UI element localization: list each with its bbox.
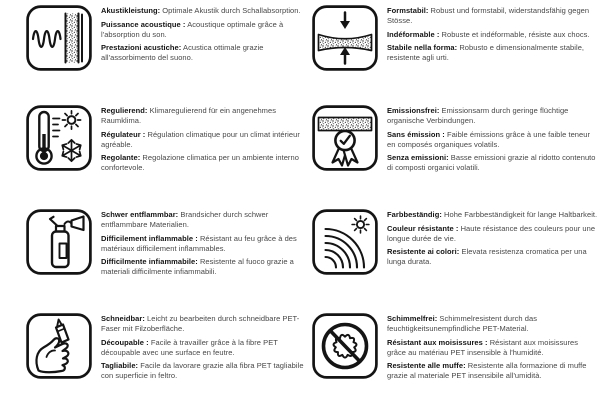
feature-label-fr: Couleur résistante : (387, 223, 459, 233)
feature-label-de: Emissionsfrei: (387, 106, 440, 115)
sound-absorption-icon (26, 5, 92, 71)
feature-label-it: Resistente alle muffe: (387, 361, 466, 370)
feature-text-fr: Haute résistance des couleurs pour une longue durée de vie. (387, 223, 596, 243)
feature-label-it: Senza emissioni: (387, 153, 449, 162)
feature-card-emission (312, 104, 600, 208)
feature-label-de: Akustikleistung: (101, 6, 161, 15)
feature-label-fr: Résistant aux moisissures : (387, 337, 488, 347)
climate-regulation-icon (26, 105, 92, 171)
feature-texts (92, 208, 308, 281)
feature-label-fr: Régulateur : (101, 129, 146, 139)
shape-stability-icon (312, 5, 378, 71)
feature-label-it: Stabile nella forma: (387, 43, 458, 52)
feature-label-fr: Difficilement inflammable : (101, 233, 198, 243)
feature-label-de: Regulierend: (101, 106, 148, 115)
mold-resistance-icon (312, 313, 378, 379)
color-fastness-icon (312, 209, 378, 275)
feature-texts (378, 4, 600, 67)
feature-label-fr: Découpable : (101, 337, 149, 347)
feature-card-climate (26, 104, 308, 208)
feature-texts (378, 312, 600, 385)
feature-texts (92, 4, 308, 67)
feature-text-it: Elevata resistenza cromatica per una lunga durata. (387, 247, 587, 266)
feature-text-fr: Faible émissions grâce à une faible teneur en composés organiques volatils. (387, 129, 591, 149)
feature-card-fire (26, 208, 308, 312)
feature-texts (378, 208, 600, 271)
feature-text-fr: Facile à travailler grâce à la fibre PET découpable avec une surface en feutre. (101, 337, 278, 357)
feature-label-de: Formstabil: (387, 6, 429, 15)
feature-label-it: Regolante: (101, 153, 141, 162)
feature-text-de: Klimaregulierend für ein angenehmes Raumklima. (101, 106, 277, 125)
feature-texts (92, 104, 308, 177)
feature-label-de: Schwer entflammbar: (101, 210, 179, 219)
feature-text-de: Leicht zu bearbeiten durch schneidbare PET-Faser mit Filzoberfläche. (101, 314, 300, 333)
feature-card-mold (312, 312, 600, 400)
feature-texts (378, 104, 600, 177)
feature-text-fr: Acoustique optimale grâce à l'absorption du son. (101, 19, 284, 39)
feature-label-de: Schneidbar: (101, 314, 145, 323)
feature-text-de: Robust und formstabil, widerstandsfähig gegen Stösse. (387, 6, 590, 25)
feature-label-fr: Sans émission : (387, 129, 445, 139)
feature-label-it: Difficilmente infiammabile: (101, 257, 198, 266)
feature-label-fr: Indéformable : (387, 29, 440, 39)
feature-text-it: Regolazione climatica per un ambiente interno confortevole. (101, 153, 299, 172)
feature-text-de: Optimale Akustik durch Schallabsorption. (162, 6, 301, 15)
feature-text-it: Facile da lavorare grazie alla fibra PET tagliabile con superficie in feltro. (101, 361, 304, 380)
feature-text-it: Resistente al fuoco grazie a materiali difficilmente infiammabili. (101, 257, 294, 276)
feature-card-acoustic (26, 4, 308, 104)
feature-text-de: Schimmelresistent durch das feuchtigkeitsunempfindliche PET-Material. (387, 314, 538, 333)
feature-text-it: Acustica ottimale grazie all'assorbimento del suono. (101, 43, 264, 62)
low-emission-icon (312, 105, 378, 171)
feature-text-it: Robusto e dimensionalmente stabile, resistente agli urti. (387, 43, 585, 62)
feature-texts (92, 312, 308, 385)
feature-card-color (312, 208, 600, 312)
feature-text-de: Hohe Farbbeständigkeit für lange Haltbarkeit. (444, 210, 598, 219)
feature-card-shape-stability (312, 4, 600, 104)
feature-label-de: Farbbeständig: (387, 210, 442, 219)
feature-label-it: Resistente ai colori: (387, 247, 460, 256)
feature-text-fr: Robuste et indéformable, résiste aux chocs. (441, 29, 590, 39)
feature-text-fr: Résistant aux moisissures grâce au matériau PET insensible à l'humidité. (387, 337, 579, 357)
feature-label-de: Schimmelfrei: (387, 314, 438, 323)
feature-label-it: Prestazioni acustiche: (101, 43, 182, 52)
feature-text-de: Emissionsarm durch geringe flüchtige organische Verbindungen. (387, 106, 569, 125)
feature-text-it: Basse emissioni grazie al ridotto contenuto di composti organici volatili. (387, 153, 596, 172)
feature-card-cuttable (26, 312, 308, 400)
feature-text-fr: Résistant au feu grâce à des matériaux difficilement inflammables. (101, 233, 297, 253)
feature-text-de: Brandsicher durch schwer entflammbare Materialien. (101, 210, 269, 229)
fire-resistance-icon (26, 209, 92, 275)
feature-text-fr: Régulation climatique pour un climat intérieur agréable. (101, 129, 300, 149)
cuttable-icon (26, 313, 92, 379)
feature-text-it: Resistente alla formazione di muffe grazie al materiale PET insensibile all'umidità. (387, 361, 587, 380)
feature-label-fr: Puissance acoustique : (101, 19, 186, 29)
feature-label-it: Tagliabile: (101, 361, 139, 370)
